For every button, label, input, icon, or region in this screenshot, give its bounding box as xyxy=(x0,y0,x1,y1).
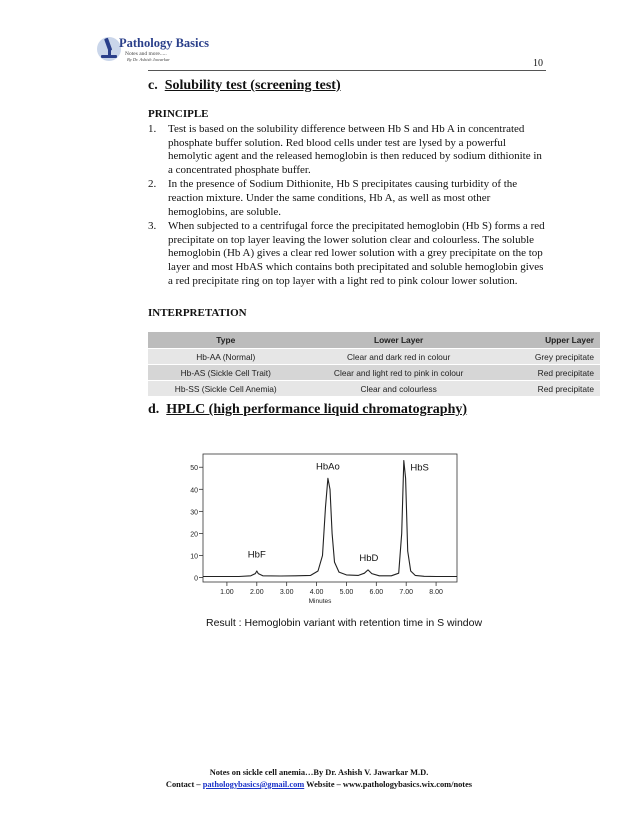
table-cell: Clear and light red to pink in colour xyxy=(304,365,494,381)
table-header-upper-layer: Upper Layer xyxy=(494,332,600,349)
principle-label: PRINCIPLE xyxy=(148,108,209,120)
x-tick-label: 8.00 xyxy=(429,589,443,596)
list-item xyxy=(148,123,548,177)
list-item-text: When subjected to a centrifugal force the precipitated hemoglobin (Hb S) forms a red precipitate on top layer leaving the lower solution clear and colourless. The soluble hemoglobin (Hb A) gives a clear red lower solution with a grey precipitate on the top layer and most HbAS which contains both precipitated and soluble hemoglobin gives a red precipitate ring on top layer with a light red to pink colour lower solution. xyxy=(168,220,545,287)
peak-label: HbS xyxy=(410,462,429,474)
interpretation-table xyxy=(148,332,600,396)
footer-website: Website – www.pathologybasics.wix.com/notes xyxy=(304,780,473,789)
table-cell: Clear and colourless xyxy=(304,381,494,397)
peak-label: HbD xyxy=(359,553,379,565)
footer-contact-label: Contact – xyxy=(165,780,203,789)
x-tick-label: 6.00 xyxy=(369,589,384,596)
table-cell: Red precipitate xyxy=(494,381,600,397)
section-d-title: HPLC (high performance liquid chromatography) xyxy=(166,402,468,417)
table-cell: Hb-AA (Normal) xyxy=(148,349,304,365)
pathology-basics-logo xyxy=(95,34,207,64)
list-item-number: 1. xyxy=(148,123,157,135)
table-cell: Clear and dark red in colour xyxy=(304,349,494,365)
list-item xyxy=(148,220,548,288)
result-caption: Result : Hemoglobin variant with retention time in S window xyxy=(206,617,483,629)
section-c-heading xyxy=(148,78,341,94)
peak-label: HbAo xyxy=(316,461,340,473)
table-row xyxy=(148,349,600,365)
list-item-text: In the presence of Sodium Dithionite, Hb S precipitates causing turbidity of the reaction mixture. Under the same conditions, Hb A, as well as most other hemoglobins, are soluble. xyxy=(168,178,518,218)
list-item-number: 2. xyxy=(148,178,157,191)
table-header-row xyxy=(148,332,600,349)
logo-title: Pathology Basics xyxy=(119,36,209,50)
table-row xyxy=(148,365,600,381)
header-divider xyxy=(148,70,546,71)
table-cell: Hb-AS (Sickle Cell Trait) xyxy=(148,365,304,381)
table-cell: Hb-SS (Sickle Cell Anemia) xyxy=(148,381,304,397)
peak-label: HbF xyxy=(247,549,266,561)
section-c-title: Solubility test (screening test) xyxy=(164,78,341,93)
x-axis-label: Minutes xyxy=(308,598,332,605)
table-cell: Red precipitate xyxy=(494,365,600,381)
x-tick-label: 1.00 xyxy=(220,589,234,596)
x-tick-label: 2.00 xyxy=(249,589,264,596)
footer-contact xyxy=(0,780,638,789)
section-c-letter: c. xyxy=(148,78,158,93)
section-d-letter: d. xyxy=(148,402,160,417)
y-tick-label: 40 xyxy=(190,487,198,495)
footer-author: Notes on sickle cell anemia…By Dr. Ashish V. Jawarkar M.D. xyxy=(209,768,429,777)
interpretation-label: INTERPRETATION xyxy=(148,307,247,319)
x-tick-label: 5.00 xyxy=(339,589,354,596)
x-tick-label: 3.00 xyxy=(279,589,294,596)
list-item-number: 3. xyxy=(148,220,157,233)
list-item-text: Test is based on the solubility difference between Hb S and Hb A in concentrated phosphate buffer solution. Red blood cells under test are lysed by a powerful hemolytic agent and the released hemoglobin is then reduced by sodium dithionite in a concentrated phosphate buffer. xyxy=(168,123,542,176)
section-d-heading xyxy=(148,402,467,418)
footer-email-link[interactable]: pathologybasics@gmail.com xyxy=(202,780,305,789)
y-tick-label: 50 xyxy=(190,465,198,473)
principle-list xyxy=(148,123,548,289)
logo-subtitle: Notes and more..... xyxy=(125,51,167,57)
table-cell: Grey precipitate xyxy=(494,349,600,365)
table-header-lower-layer: Lower Layer xyxy=(304,332,494,349)
list-item xyxy=(148,178,548,219)
x-tick-label: 7.00 xyxy=(399,589,414,596)
y-tick-label: 20 xyxy=(190,531,198,539)
page-number: 10 xyxy=(533,58,543,69)
y-tick-label: 30 xyxy=(190,509,198,517)
x-tick-label: 4.00 xyxy=(309,589,324,596)
table-row xyxy=(148,381,600,397)
hplc-chromatogram xyxy=(165,448,465,608)
table-header-type: Type xyxy=(148,332,304,349)
y-tick-label: 10 xyxy=(190,553,198,561)
logo-byline: By Dr. Ashish Jawarkar xyxy=(127,57,170,62)
y-tick-label: 0 xyxy=(194,575,198,583)
